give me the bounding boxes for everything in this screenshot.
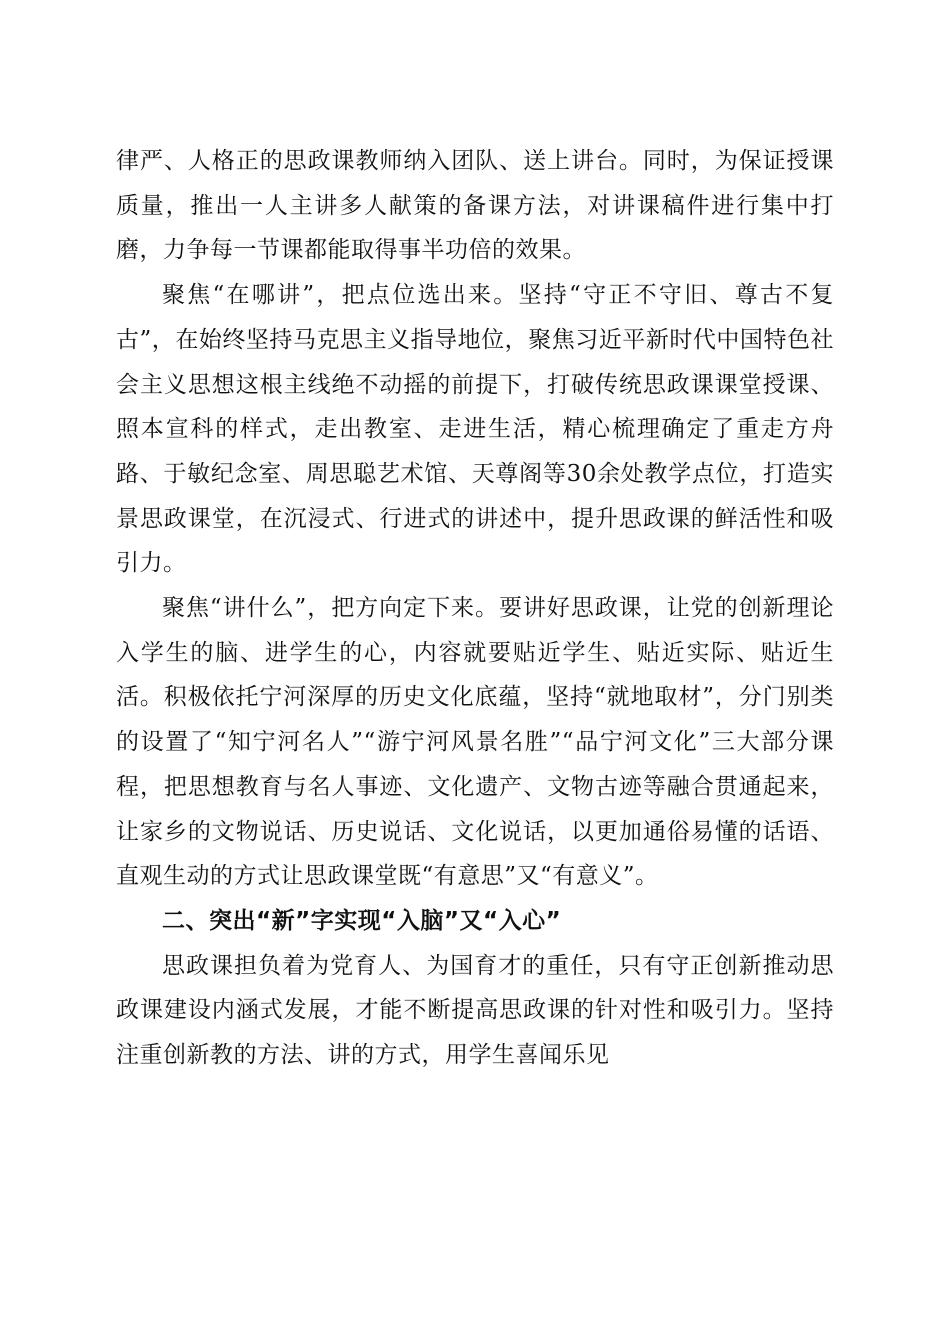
paragraph-innovation: 思政课担负着为党育人、为国育才的重任，只有守正创新推动思政课建设内涵式发展，才能不断提高思政课的针对性和吸引力。坚持注重创新教的方法、讲的方式，用学生喜闻乐见 xyxy=(116,952,834,1069)
paragraph-venue: 聚焦“在哪讲”，把点位选出来。坚持“守正不守旧、尊古不复古”，在始终坚持马克思主义指导地位，聚焦习近平新时代中国特色社会主义思想这根主线绝不动摇的前提下，打破传统思政课课堂授课、照本宣科的样式，走出教室、走进生活，精心梳理确定了重走方舟路、于敏纪念室、周思聪艺术馆、天尊阁等30余处教学点位，打造实景思政课堂，在沉浸式、行进式的讲述中，提升思政课的鲜活性和吸引力。 xyxy=(116,282,834,577)
paragraph-content: 聚焦“讲什么”，把方向定下来。要讲好思政课，让党的创新理论入学生的脑、进学生的心，内容就要贴近学生、贴近实际、贴近生活。积极依托宁河深厚的历史文化底蕴，坚持“就地取材”，分门别类的设置了“知宁河名人”“游宁河风景名胜”“品宁河文化”三大部分课程，把思想教育与名人事迹、文化遗产、文物古迹等融合贯通起来，让家乡的文物说话、历史说话、文化说话，以更加通俗易懂的话语、直观生动的方式让思政课堂既“有意思”又“有意义”。 xyxy=(116,595,834,890)
section-heading: 二、突出“新”字实现“入脑”又“入心” xyxy=(162,907,562,934)
paragraph-continuation: 律严、人格正的思政课教师纳入团队、送上讲台。同时，为保证授课质量，推出一人主讲多人献策的备课方法，对讲课稿件进行集中打磨，力争每一节课都能取得事半功倍的效果。 xyxy=(116,148,834,264)
document-body xyxy=(116,139,834,1078)
